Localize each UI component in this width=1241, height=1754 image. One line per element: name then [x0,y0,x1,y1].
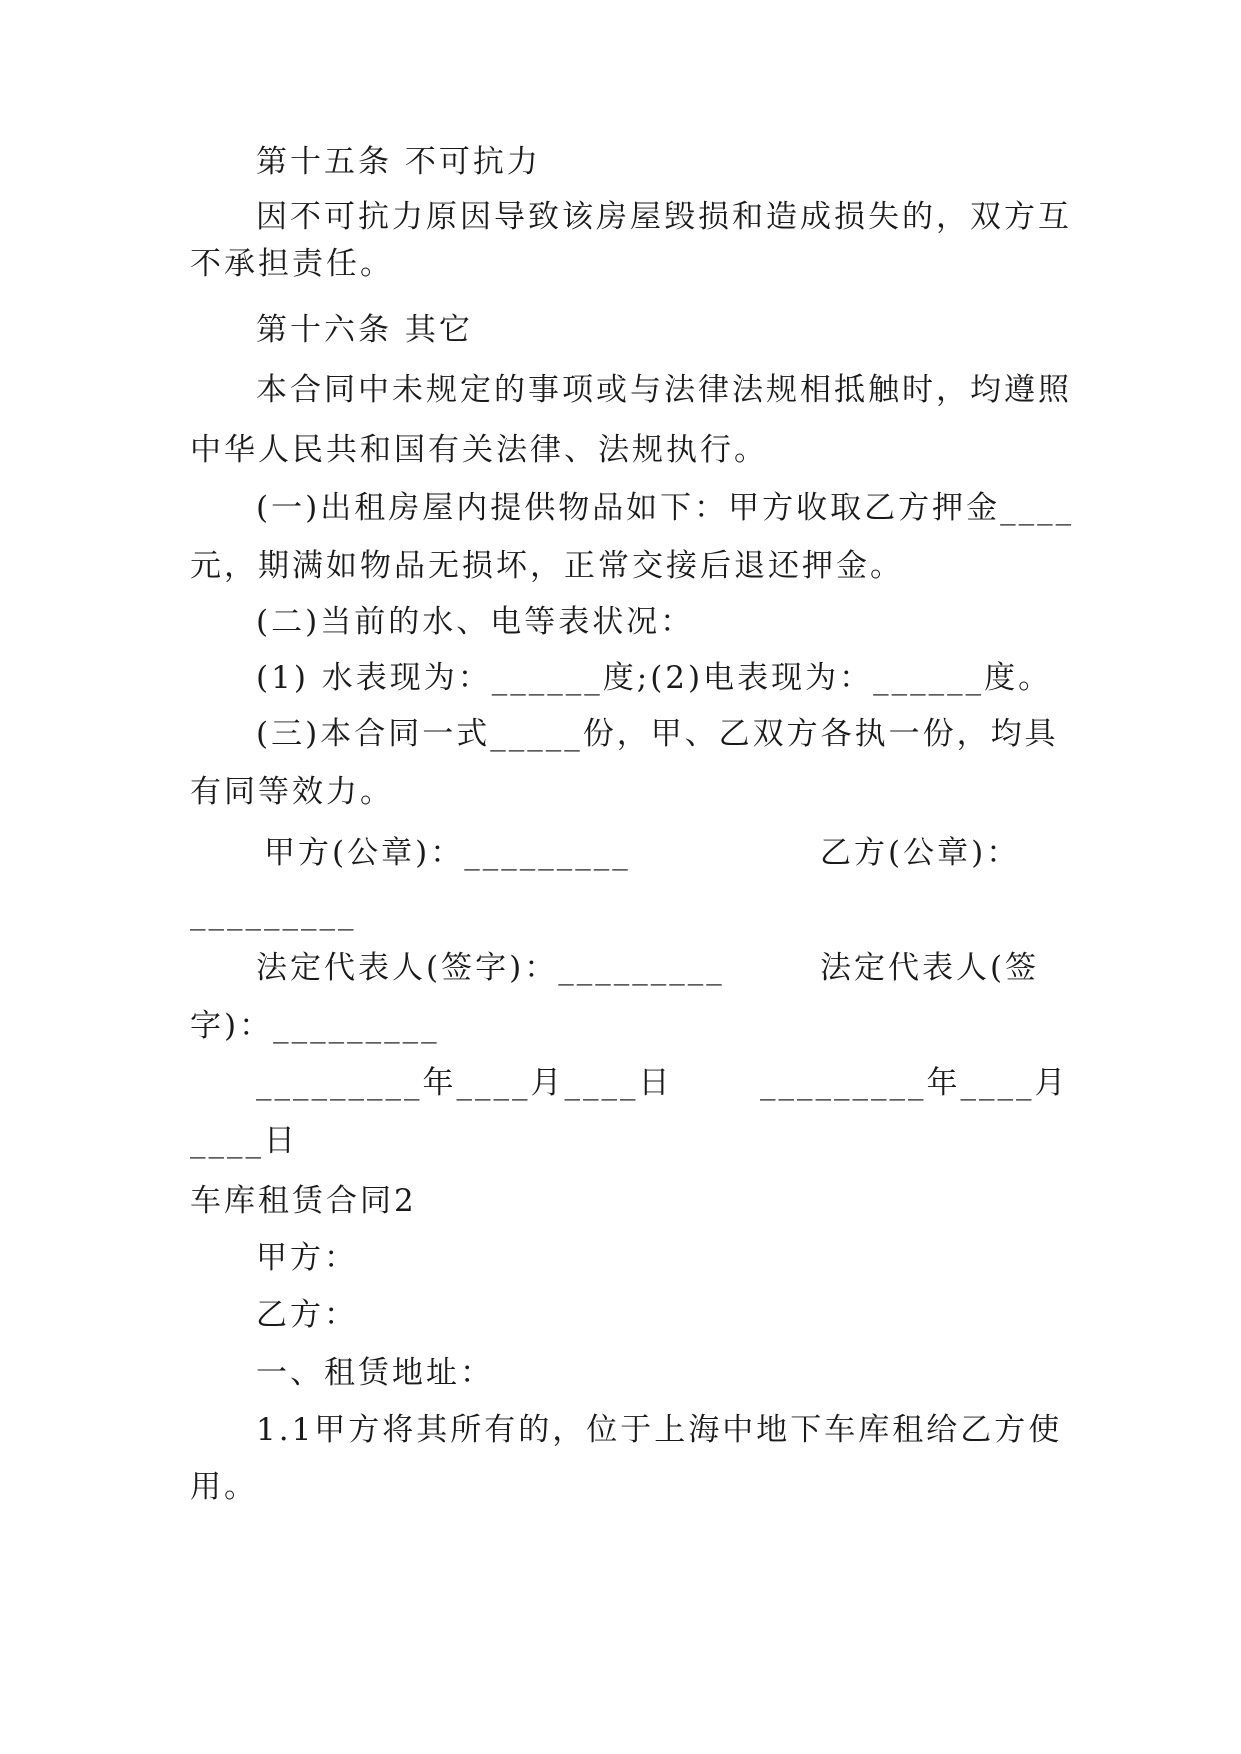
seal-party-b-blank: _________ [190,895,357,931]
party-b-label: 乙方： [256,1297,358,1333]
art16-heading: 第十六条 其它 [256,312,473,348]
section1-heading: 一、租赁地址： [256,1355,494,1391]
rep-party-b-cont: 字)：_________ [190,1008,440,1044]
contract2-title: 车库租赁合同2 [190,1183,417,1219]
seal-party-a: 甲方(公章)：_________ [264,835,631,871]
seal-party-b: 乙方(公章)： [820,835,1021,871]
item2-heading: (二)当前的水、电等表状况： [256,604,695,640]
date-party-b: _________年____月 [760,1065,1069,1101]
item3-line2: 有同等效力。 [190,774,394,810]
item1-line1: (一)出租房屋内提供物品如下：甲方收取乙方押金____ [256,490,1075,526]
meter-readings: (1) 水表现为：______度;(2)电表现为：______度。 [256,660,1053,696]
date-party-a: _________年____月____日 [256,1065,673,1101]
item3-line1: (三)本合同一式_____份，甲、乙双方各执一份，均具 [256,716,1059,752]
clause-1-1-line2: 用。 [190,1469,258,1505]
art15-body-1: 因不可抗力原因导致该房屋毁损和造成损失的，双方互 [256,199,1072,235]
party-a-label: 甲方： [256,1240,358,1276]
art16-body-2: 中华人民共和国有关法律、法规执行。 [190,432,768,468]
art15-heading: 第十五条 不可抗力 [256,144,541,180]
rep-party-b: 法定代表人(签 [820,950,1040,986]
clause-1-1-line1: 1.1甲方将其所有的，位于上海中地下车库租给乙方使 [256,1412,1063,1448]
date-party-b-day: ____日 [190,1123,298,1159]
art16-body-1: 本合同中未规定的事项或与法律法规相抵触时，均遵照 [256,372,1072,408]
art15-body-2: 不承担责任。 [190,246,394,282]
item1-line2: 元，期满如物品无损坏，正常交接后退还押金。 [190,548,904,584]
rep-party-a: 法定代表人(签字)：_________ [256,950,725,986]
